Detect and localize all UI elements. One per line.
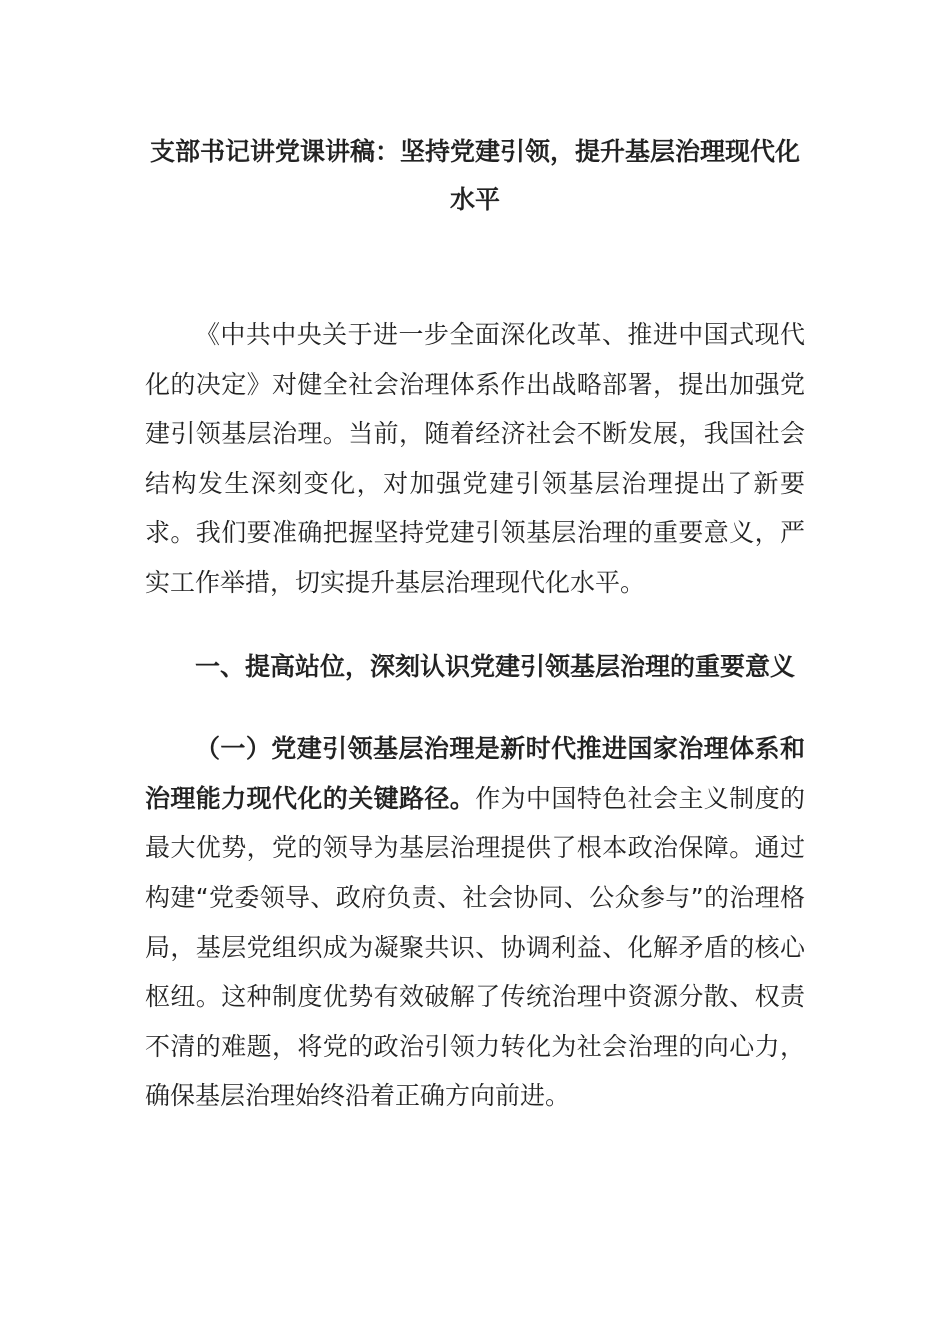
section-heading: 一、提高站位，深刻认识党建引领基层治理的重要意义: [195, 651, 796, 681]
intro-paragraph: 《中共中央关于进一步全面深化改革、推进中国式现代化的决定》对健全社会治理体系作出战略部署，提出加强党建引领基层治理。当前，随着经济社会不断发展，我国社会结构发生深刻变化，对加强党建引领基层治理提出了新要求。我们要准确把握坚持党建引领基层治理的重要意义，严实工作举措，切实提升基层治理现代化水平。: [145, 320, 805, 597]
document-title: 支部书记讲党课讲稿：坚持党建引领，提升基层治理现代化水平: [149, 137, 800, 214]
subsection-lead: （一）党建引领基层治理是新时代推进国家治理体系和治理能力现代化的关键路径。: [145, 734, 805, 813]
subsection-body: 作为中国特色社会主义制度的最大优势，党的领导为基层治理提供了根本政治保障。通过构建“党委领导、政府负责、社会协同、公众参与”的治理格局，基层党组织成为凝聚共识、协调利益、化解矛盾的核心枢纽。这种制度优势有效破解了传统治理中资源分散、权责不清的难题，将党的政治引领力转化为社会治理的向心力，确保基层治理始终沿着正确方向前进。: [145, 783, 805, 1111]
subsection-paragraph: [145, 724, 805, 1121]
document-body: [145, 310, 805, 1121]
